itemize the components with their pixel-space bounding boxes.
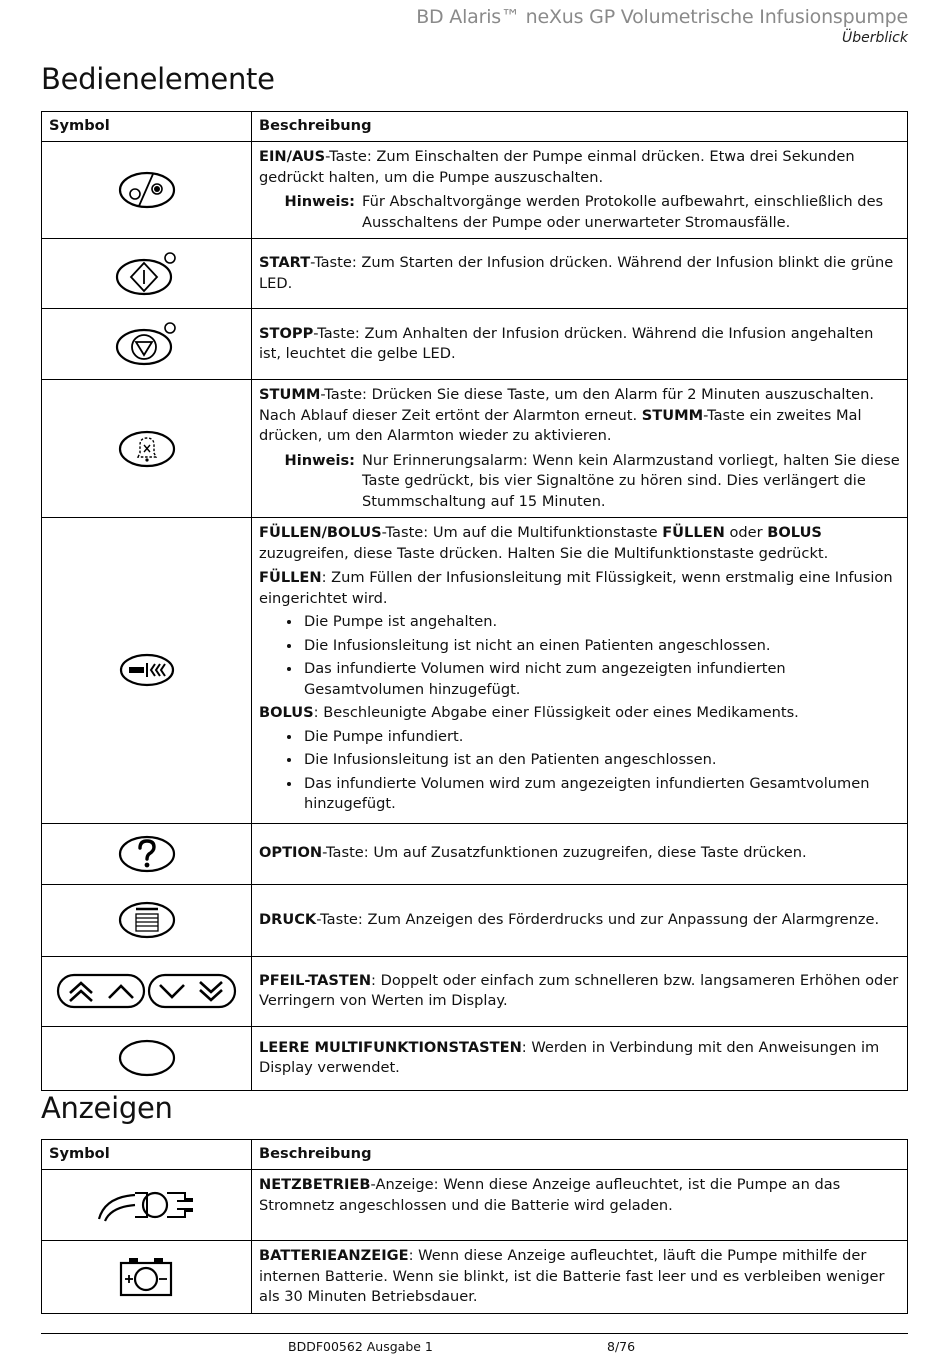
table-row	[42, 380, 908, 518]
description-cell	[252, 142, 908, 239]
battery-icon	[117, 1255, 177, 1299]
list-item: • Die Pumpe infundiert.	[302, 727, 900, 748]
running-header-title: BD Alaris™ neXus GP Volumetrische Infusionspumpe	[416, 6, 908, 28]
indicator-description: -Anzeige: Wenn diese Anzeige aufleuchtet, ist die Pumpe an das Stromnetz angeschlossen und die Batterie wird geladen.	[259, 1176, 841, 1214]
column-header-symbol: Symbol	[42, 1140, 252, 1170]
indicator-name: BATTERIEANZEIGE	[259, 1247, 409, 1264]
key-description: : Werden in Verbindung mit den Anweisungen im Display verwendet.	[259, 1038, 880, 1076]
description-cell	[252, 380, 908, 518]
key-description: -Taste: Drücken Sie diese Taste, um den Alarm für 2 Minuten auszuschalten. Nach Ablauf dieser Zeit ertönt der Alarmton erneut.	[259, 386, 875, 424]
note	[259, 192, 900, 233]
key-name: STUMM	[641, 406, 704, 424]
column-header-description: Beschreibung	[252, 112, 908, 142]
table-row	[42, 956, 908, 1026]
note-text: Nur Erinnerungsalarm: Wenn kein Alarmzustand vorliegt, halten Sie diese Taste gedrückt, bis vier Signaltöne zu hören sind. Dies verlängert die Stummschaltung auf 15 Minuten.	[362, 451, 900, 510]
footer-divider	[41, 1333, 908, 1334]
table-row	[42, 1241, 908, 1314]
symbol-cell	[42, 823, 252, 884]
table-header-row	[42, 1140, 908, 1170]
note	[259, 451, 900, 513]
description-cell	[252, 823, 908, 884]
list-item: • Die Infusionsleitung ist an den Patienten angeschlossen.	[302, 750, 900, 771]
table-row	[42, 1170, 908, 1241]
key-name: EIN/AUS	[259, 148, 326, 165]
prime-conditions-list	[259, 612, 900, 700]
softkey-name: BOLUS	[767, 524, 822, 541]
key-description: : Doppelt oder einfach zum schnelleren bzw. langsameren Erhöhen oder Verringern von Werten im Display.	[259, 971, 899, 1009]
key-name: OPTION	[259, 844, 323, 862]
key-description: -Taste: Zum Starten der Infusion drücken. Während der Infusion blinkt die grüne LED.	[259, 254, 894, 292]
section-title-controls: Bedienelemente	[41, 62, 275, 96]
symbol-cell	[42, 239, 252, 309]
key-description: -Taste ein zweites Mal drücken, um den Alarmton wieder zu aktivieren.	[259, 406, 862, 444]
key-description: -Taste: Zum Anhalten der Infusion drücken. Während die Infusion angehalten ist, leuchtet die gelbe LED.	[259, 324, 874, 362]
indicator-name: NETZBETRIEB	[259, 1176, 371, 1193]
key-name: LEERE MULTIFUNKTIONSTASTEN	[259, 1038, 522, 1056]
stop-button-icon	[115, 320, 179, 368]
symbol-cell	[42, 884, 252, 956]
key-name: DRUCK	[259, 910, 317, 928]
symbol-cell	[42, 309, 252, 380]
running-header-subtitle: Überblick	[842, 30, 908, 46]
key-name: STOPP	[259, 324, 314, 342]
footer-page-number: 8/76	[607, 1339, 636, 1354]
table-row	[42, 142, 908, 239]
key-name: PFEIL-TASTEN	[259, 971, 372, 989]
symbol-cell	[42, 380, 252, 518]
key-name: START	[259, 254, 311, 271]
symbol-cell	[42, 142, 252, 239]
note-label: Hinweis:	[284, 193, 355, 210]
section-title-indicators: Anzeigen	[41, 1091, 173, 1125]
mains-plug-icon	[97, 1183, 197, 1227]
description-cell	[252, 1026, 908, 1090]
symbol-cell	[42, 1026, 252, 1090]
table-row	[42, 239, 908, 309]
key-name: STUMM	[259, 386, 321, 403]
key-description: -Taste: Um auf Zusatzfunktionen zuzugreifen, diese Taste drücken.	[322, 844, 807, 862]
question-icon	[117, 832, 177, 876]
table-row	[42, 1026, 908, 1090]
mode-name: BOLUS	[259, 704, 314, 721]
note-text: Für Abschaltvorgänge werden Protokolle aufbewahrt, einschließlich des Ausschaltens der Pumpe oder unerwarteter Stromausfälle.	[362, 193, 884, 231]
softkey-name: FÜLLEN	[662, 524, 725, 541]
symbol-cell	[42, 1241, 252, 1314]
table-row	[42, 518, 908, 824]
key-name: FÜLLEN/BOLUS	[259, 524, 382, 541]
list-item: • Die Infusionsleitung ist nicht an einen Patienten angeschlossen.	[302, 636, 900, 657]
description-cell	[252, 1170, 908, 1241]
description-cell	[252, 239, 908, 309]
table-header-row	[42, 112, 908, 142]
key-description: -Taste: Zum Einschalten der Pumpe einmal drücken. Etwa drei Sekunden gedrückt halten, um die Pumpe auszuschalten.	[259, 148, 855, 186]
table-row	[42, 823, 908, 884]
prime-bolus-icon	[117, 650, 177, 690]
note-label: Hinweis:	[284, 451, 355, 469]
key-description: zuzugreifen, diese Taste drücken. Halten Sie die Multifunktionstaste gedrückt.	[259, 544, 829, 562]
pressure-icon	[117, 898, 177, 942]
description-cell	[252, 309, 908, 380]
mode-name: FÜLLEN	[259, 569, 322, 586]
controls-table	[41, 111, 908, 1091]
description-cell	[252, 884, 908, 956]
description-cell	[252, 956, 908, 1026]
list-item: • Die Pumpe ist angehalten.	[302, 612, 900, 633]
list-item: • Das infundierte Volumen wird nicht zum angezeigten infundierten Gesamtvolumen hinzugefügt.	[302, 659, 900, 700]
description-cell	[252, 518, 908, 824]
footer-document-id: BDDF00562 Ausgabe 1	[288, 1339, 433, 1354]
table-row	[42, 884, 908, 956]
bolus-conditions-list	[259, 727, 900, 815]
symbol-cell	[42, 1170, 252, 1241]
arrow-keys-icon	[56, 971, 238, 1011]
table-row	[42, 309, 908, 380]
mute-bell-icon	[117, 427, 177, 471]
mode-description: : Zum Füllen der Infusionsleitung mit Flüssigkeit, wenn erstmalig eine Infusion eingerichtet wird.	[259, 569, 893, 607]
blank-softkey-icon	[117, 1038, 177, 1078]
key-description: oder	[724, 524, 768, 541]
mode-description: : Beschleunigte Abgabe einer Flüssigkeit oder eines Medikaments.	[313, 704, 799, 721]
symbol-cell	[42, 956, 252, 1026]
key-description: -Taste: Um auf die Multifunktionstaste	[381, 524, 663, 541]
indicator-description: : Wenn diese Anzeige aufleuchtet, läuft die Pumpe mithilfe der internen Batterie. Wenn sie blinkt, ist die Batterie fast leer und es verbleiben weniger als 30 Minuten Betriebsdauer.	[259, 1247, 885, 1305]
symbol-cell	[42, 518, 252, 824]
key-description: -Taste: Zum Anzeigen des Förderdrucks und zur Anpassung der Alarmgrenze.	[316, 910, 880, 928]
description-cell	[252, 1241, 908, 1314]
list-item: • Das infundierte Volumen wird zum angezeigten infundierten Gesamtvolumen hinzugefügt.	[302, 774, 900, 815]
power-button-icon	[117, 168, 177, 212]
column-header-description: Beschreibung	[252, 1140, 908, 1170]
indicators-table	[41, 1139, 908, 1314]
column-header-symbol: Symbol	[42, 112, 252, 142]
start-button-icon	[115, 250, 179, 298]
